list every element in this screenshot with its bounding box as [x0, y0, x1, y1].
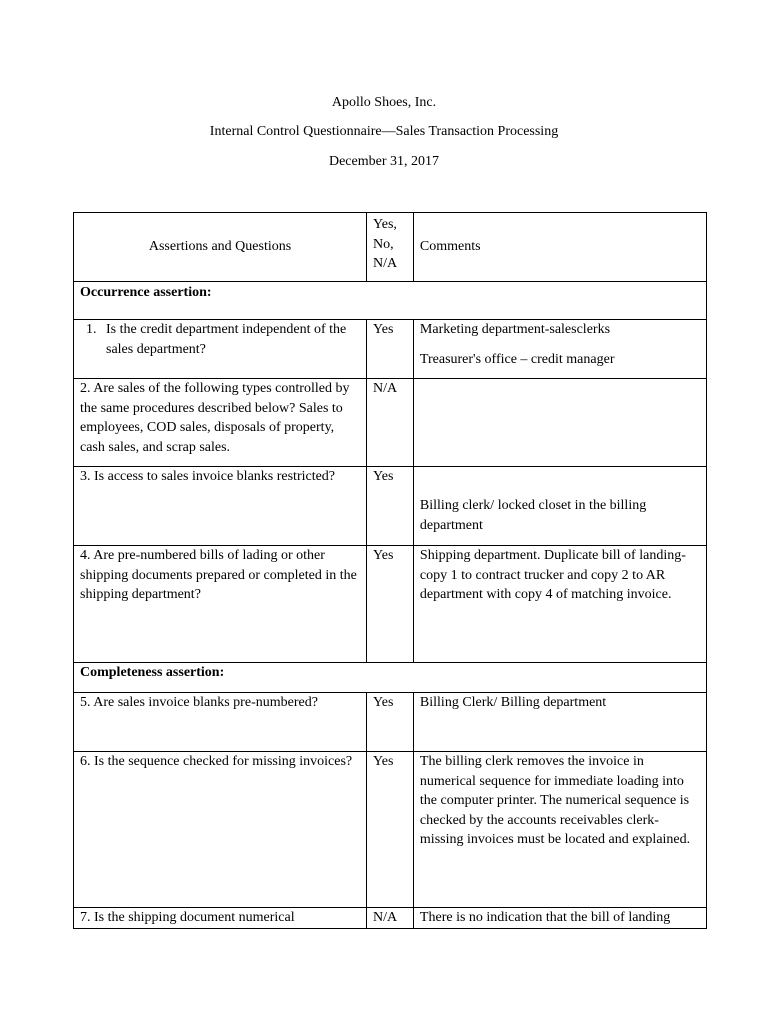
table-row: [74, 379, 707, 467]
section-title-occurrence: Occurrence assertion:: [74, 282, 707, 320]
section-row: [74, 663, 707, 693]
section-row: [74, 282, 707, 320]
question-cell: 6. Is the sequence checked for missing invoices?: [74, 752, 367, 908]
table-row: [74, 693, 707, 752]
answer-header-line: Yes,: [373, 217, 397, 232]
company-name: Apollo Shoes, Inc.: [331, 95, 437, 110]
answer-header-line: N/A: [373, 256, 398, 271]
table-row: [74, 908, 707, 929]
comment-text: Treasurer's office – credit manager: [419, 351, 615, 367]
answer-cell: Yes: [367, 320, 414, 379]
question-cell: 3. Is access to sales invoice blanks restricted?: [74, 467, 367, 546]
table-row: [74, 752, 707, 908]
document-title: Internal Control Questionnaire—Sales Transaction Processing: [209, 124, 559, 139]
question-cell: [74, 320, 367, 379]
answer-header-line: No,: [373, 236, 394, 252]
section-title-completeness: Completeness assertion:: [74, 663, 707, 693]
answer-cell: Yes: [367, 467, 414, 546]
answer-cell: Yes: [367, 752, 414, 908]
document-date: December 31, 2017: [328, 154, 440, 169]
answer-cell: Yes: [367, 693, 414, 752]
question-cell: 2. Are sales of the following types controlled by the same procedures described below? Sales to employees, COD sales, disposals of property, cash sales, and scrap sales.: [74, 379, 367, 467]
comment-cell: Billing clerk/ locked closet in the billing department: [413, 467, 706, 546]
comment-cell: Billing Clerk/ Billing department: [413, 693, 706, 752]
comment-cell: [413, 379, 706, 467]
question-cell: 7. Is the shipping document numerical: [74, 908, 367, 929]
column-header-answer: [367, 213, 414, 282]
table-row: [74, 320, 707, 379]
column-header-questions: Assertions and Questions: [74, 213, 367, 282]
question-cell: 4. Are pre-numbered bills of lading or other shipping documents prepared or completed in the shipping department?: [74, 546, 367, 663]
comment-cell: [413, 320, 706, 379]
answer-cell: Yes: [367, 546, 414, 663]
table-header-row: [74, 213, 707, 282]
question-number: 1.: [86, 322, 97, 337]
table-row: [74, 467, 707, 546]
comment-cell: Shipping department. Duplicate bill of landing- copy 1 to contract trucker and copy 2 to AR department with copy 4 of matching invoice.: [413, 546, 706, 663]
table-row: [74, 546, 707, 663]
comment-cell: There is no indication that the bill of landing: [413, 908, 706, 929]
question-cell: 5. Are sales invoice blanks pre-numbered?: [74, 693, 367, 752]
question-text: Is the credit department independent of the sales department?: [106, 322, 347, 357]
answer-cell: N/A: [367, 379, 414, 467]
comment-cell: The billing clerk removes the invoice in numerical sequence for immediate loading into the computer printer. The numerical sequence is checked by the accounts receivables clerk- missing invoices must be located and explained.: [413, 752, 706, 908]
answer-cell: N/A: [367, 908, 414, 929]
comment-text: Marketing department-salesclerks: [419, 322, 611, 337]
column-header-comments: Comments: [413, 213, 706, 282]
questionnaire-table: [73, 212, 707, 929]
